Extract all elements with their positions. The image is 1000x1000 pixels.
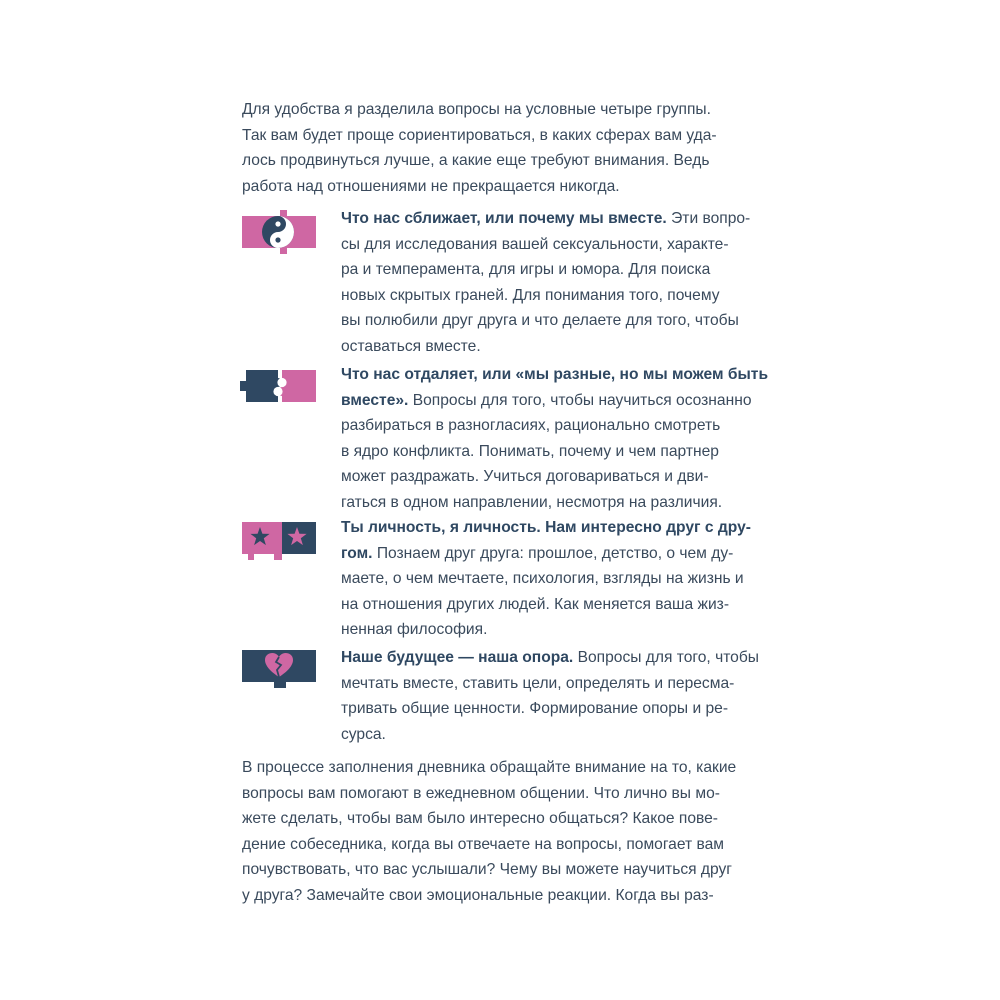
split-puzzle-icon xyxy=(240,364,318,408)
group-title: Наше будущее — наша опора. xyxy=(341,649,574,666)
text-line xyxy=(341,362,767,388)
outro-paragraph xyxy=(242,755,767,908)
text-line: лось продвинуться лучше, а какие еще требуют внимания. Ведь xyxy=(242,152,710,169)
text-line: вы полюбили друг друга и что делаете для того, чтобы xyxy=(341,312,739,329)
text-line xyxy=(341,206,767,232)
text-line: Так вам будет проще сориентироваться, в каких сферах вам уда- xyxy=(242,126,717,144)
group-2-paragraph xyxy=(341,362,767,515)
text-line: ненная философия. xyxy=(341,621,488,638)
text-line: ра и темперамента, для игры и юмора. Для поиска xyxy=(341,261,711,278)
text-fragment: Эти вопро- xyxy=(666,210,751,227)
yin-yang-puzzle-icon xyxy=(240,210,318,254)
text-fragment: Вопросы для того, чтобы научиться осознанно xyxy=(408,391,752,409)
stars-puzzle-icon xyxy=(240,518,318,562)
group-title: вместе». xyxy=(341,391,409,409)
text-line: Для удобства я разделила вопросы на условные четыре группы. xyxy=(242,101,711,118)
text-line: может раздражать. Учиться договариваться и дви- xyxy=(341,468,709,485)
group-title: Что нас сближает, или почему мы вместе. xyxy=(341,210,667,227)
text-line xyxy=(341,645,767,671)
text-line: мечтать вместе, ставить цели, определять и пересма- xyxy=(341,674,735,692)
text-line: вопросы вам помогают в ежедневном общении. Что лично вы мо- xyxy=(242,784,720,802)
text-line: на отношения других людей. Как меняется ваша жиз- xyxy=(341,595,730,613)
text-line: маете, о чем мечтаете, психология, взгляды на жизнь и xyxy=(341,570,744,587)
group-title: Ты личность, я личность. Нам интересно друг с дру- xyxy=(341,519,751,536)
heart-puzzle-icon xyxy=(240,646,318,690)
text-line xyxy=(341,541,767,567)
group-3-paragraph xyxy=(341,515,767,643)
text-line: в ядро конфликта. Понимать, почему и чем партнер xyxy=(341,442,719,460)
text-line: В процессе заполнения дневника обращайте внимание на то, какие xyxy=(242,759,737,776)
text-fragment: Познаем друг друга: прошлое, детство, о чем ду- xyxy=(372,544,734,562)
text-line xyxy=(341,388,767,414)
intro-paragraph xyxy=(242,97,767,199)
text-line: сурса. xyxy=(341,725,386,743)
text-line: жете сделать, чтобы вам было интересно общаться? Какое пове- xyxy=(242,810,718,827)
text-line: тривать общие ценности. Формирование опоры и ре- xyxy=(341,700,729,717)
group-4-paragraph xyxy=(341,645,767,747)
text-line: почувствовать, что вас услышали? Чему вы можете научиться друг xyxy=(242,861,732,878)
text-line: гаться в одном направлении, несмотря на различия. xyxy=(341,493,723,511)
group-title: гом. xyxy=(341,544,373,562)
text-line xyxy=(341,515,767,541)
text-line: работа над отношениями не прекращается никогда. xyxy=(242,177,620,195)
text-line: новых скрытых граней. Для понимания того, почему xyxy=(341,286,720,304)
group-1-paragraph xyxy=(341,206,767,359)
text-line: сы для исследования вашей сексуальности, характе- xyxy=(341,235,729,253)
text-line: у друга? Замечайте свои эмоциональные реакции. Когда вы раз- xyxy=(242,886,714,904)
group-title: Что нас отдаляет, или «мы разные, но мы можем быть xyxy=(341,366,769,383)
text-line: дение собеседника, когда вы отвечаете на вопросы, помогает вам xyxy=(242,835,724,853)
text-fragment: Вопросы для того, чтобы xyxy=(573,649,759,666)
text-line: разбираться в разногласиях, рационально смотреть xyxy=(341,417,721,434)
text-line: оставаться вместе. xyxy=(341,337,481,355)
